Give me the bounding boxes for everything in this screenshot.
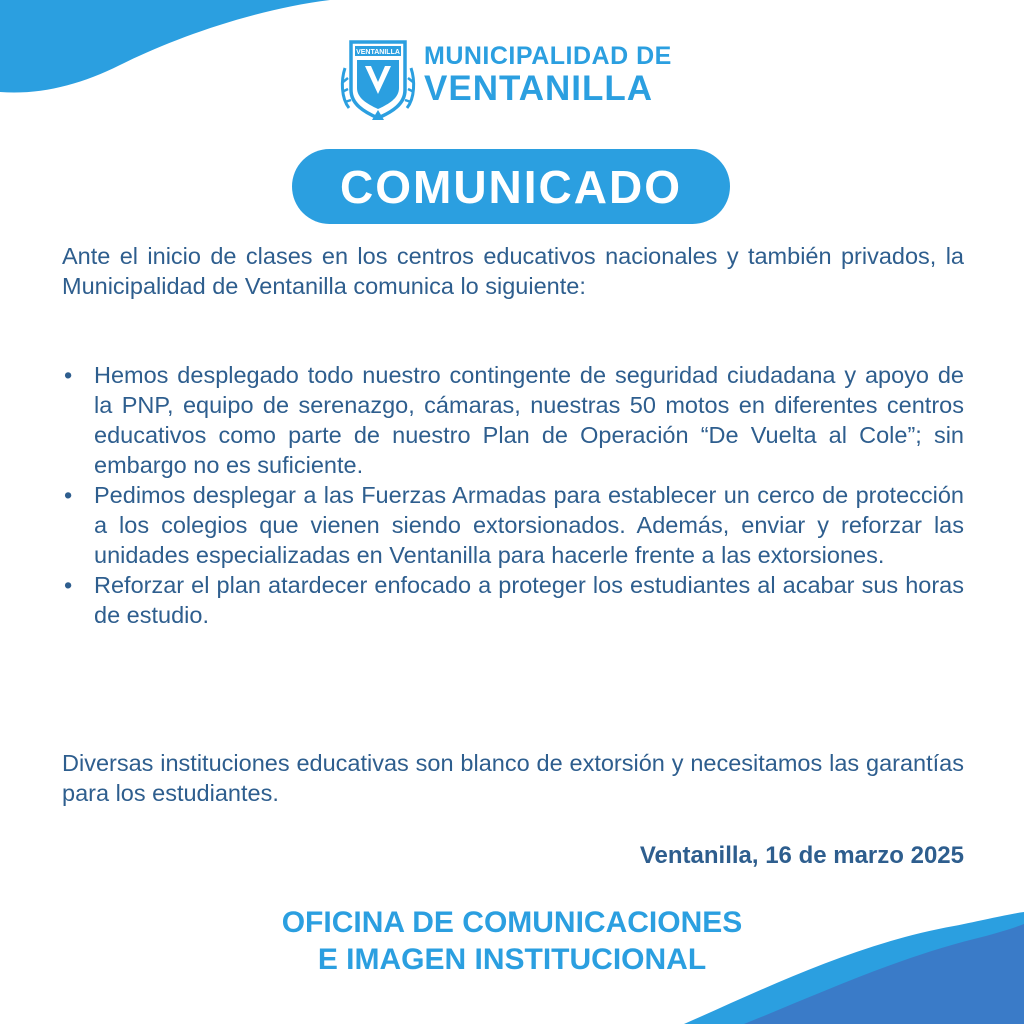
page-title: COMUNICADO [340, 160, 682, 213]
bullet-text: Hemos desplegado todo nuestro contingente de seguridad ciudadana y apoyo de la PNP, equipo de serenazgo, cámaras, nuestras 50 motos en diferentes centros educativos como parte de nuestro Plan de Operación “De Vuelta al Cole”; sin embargo no es suficiente. [94, 362, 964, 478]
closing-paragraph: Diversas instituciones educativas son blanco de extorsión y necesitamos las garantías para los estudiantes. [62, 750, 964, 806]
list-item [62, 570, 964, 630]
brand-line-1: MUNICIPALIDAD DE [424, 42, 672, 70]
brand-line-2: VENTANILLA [424, 69, 654, 108]
bullet-dot: • [64, 362, 73, 388]
bullet-text: Pedimos desplegar a las Fuerzas Armadas para establecer un cerco de protección a los colegios que vienen siendo extorsionados. Además, enviar y reforzar las unidades especializadas en Ventanilla para hacerle frente a las extorsiones. [94, 482, 964, 568]
svg-text:VENTANILLA: VENTANILLA [356, 49, 400, 56]
municipal-shield-logo-icon [337, 32, 419, 124]
office-line-1: OFICINA DE COMUNICACIONES [281, 906, 743, 939]
office-signature [0, 904, 1024, 978]
top-left-wave-decoration [0, 0, 330, 100]
brand-name [424, 44, 672, 106]
list-item [62, 480, 964, 570]
title-pill [292, 149, 730, 224]
intro-paragraph: Ante el inicio de clases en los centros educativos nacionales y también privados, la Municipalidad de Ventanilla comunica lo siguiente: [62, 243, 964, 299]
list-item [62, 360, 964, 480]
bullet-dot: • [64, 572, 73, 598]
bullet-dot: • [64, 482, 73, 508]
bullet-list [62, 360, 964, 630]
office-line-2: E IMAGEN INSTITUCIONAL [317, 943, 707, 976]
date-line: Ventanilla, 16 de marzo 2025 [639, 842, 964, 869]
bullet-text: Reforzar el plan atardecer enfocado a proteger los estudiantes al acabar sus horas de estudio. [94, 572, 964, 628]
